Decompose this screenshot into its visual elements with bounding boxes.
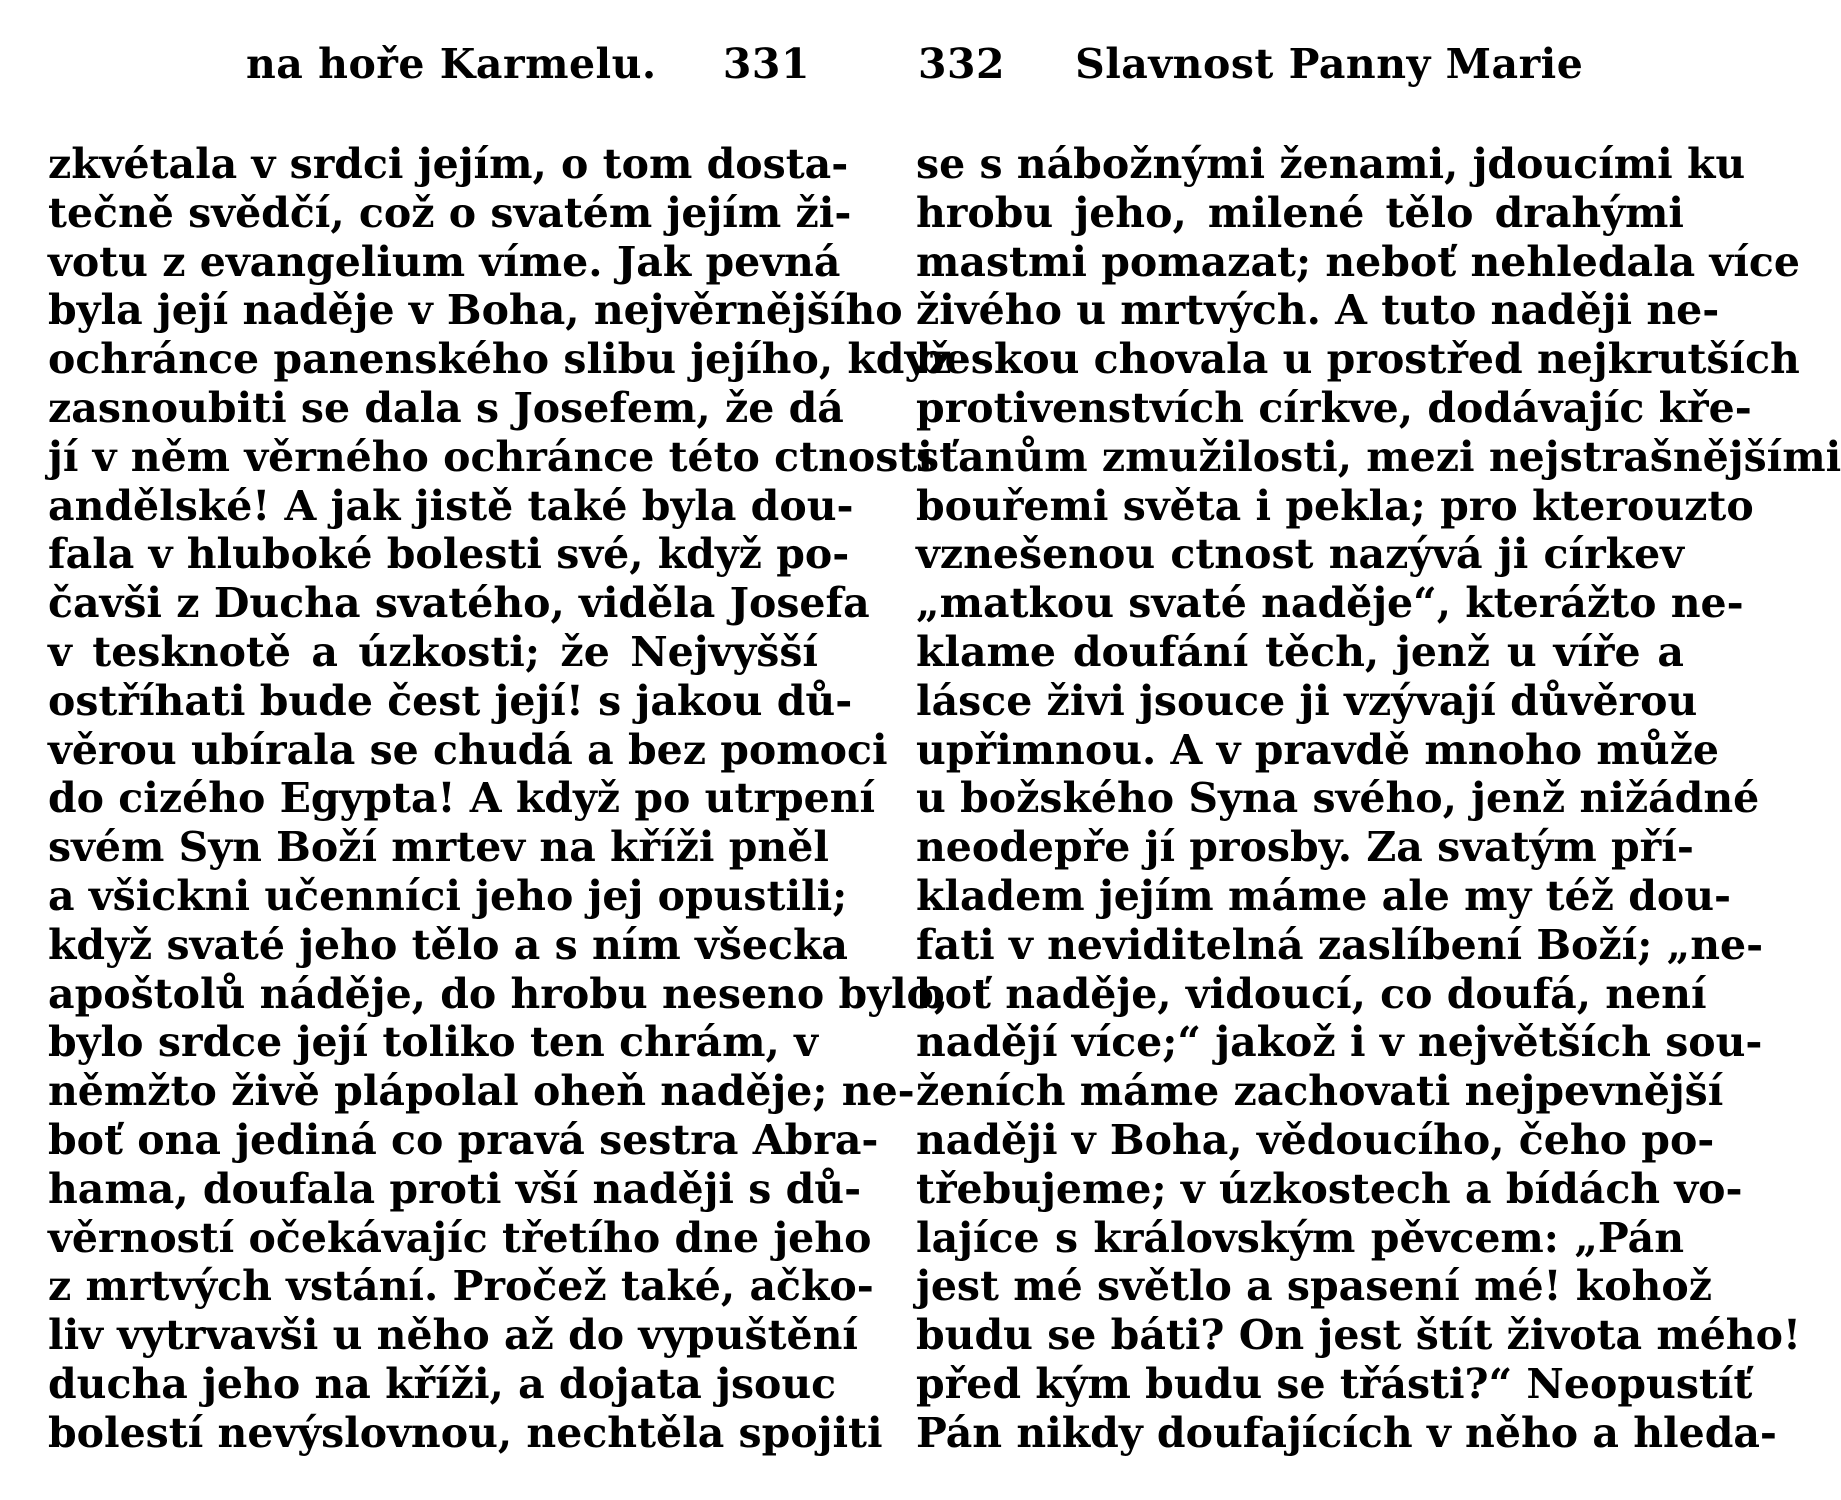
text-line: a všickni učenníci jeho jej opustili; (48, 871, 848, 920)
text-line: živého u mrtvých. A tuto naději ne- (916, 286, 1720, 335)
text-line: sťanům zmužilosti, mezi nejstrašnějšími (916, 432, 1841, 481)
text-line: „matkou svaté naděje“, kterážto ne- (916, 579, 1744, 628)
left-running-head-title: na hoře Karmelu. (246, 40, 657, 88)
left-running-head (48, 40, 818, 100)
text-line: bolestí nevýslovnou, nechtěla spojiti (48, 1408, 883, 1457)
text-line: jí v něm věrného ochránce této ctnosti (48, 432, 933, 481)
text-line: ostříhati bude čest její! s jakou dů- (48, 676, 853, 725)
text-line: boť ona jediná co pravá sestra Abra- (48, 1115, 879, 1164)
text-line: před kým budu se třásti?“ Neopustíť (916, 1359, 1753, 1408)
text-line: bylo srdce její toliko ten chrám, v (48, 1018, 818, 1067)
text-line: fati v neviditelná zaslíbení Boží; „ne- (916, 920, 1764, 969)
text-line: ženích máme zachovati nejpevnější (916, 1067, 1724, 1116)
left-page-text (48, 140, 952, 1458)
right-running-head (916, 40, 1684, 100)
text-line: do cizého Egypta! A když po utrpení (48, 774, 876, 823)
text-line: ducha jeho na kříži, a dojata jsouc (48, 1359, 837, 1408)
text-line: lajíce s královským pěvcem: „Pán (916, 1213, 1684, 1262)
text-line: v tesknotě a úzkosti; že Nejvyšší (48, 627, 818, 676)
text-line: budu se báti? On jest štít života mého! (916, 1311, 1801, 1360)
text-line: čavši z Ducha svatého, viděla Josefa (48, 579, 870, 628)
right-page (916, 40, 1841, 1458)
text-line: u božského Syna svého, jenž nižádné (916, 774, 1760, 823)
right-page-text (916, 140, 1841, 1458)
text-line: nadějí více;“ jakož i v největších sou- (916, 1018, 1763, 1067)
text-line: protivenstvích církve, dodávajíc kře- (916, 383, 1752, 432)
text-line: byla její naděje v Boha, nejvěrnějšího (48, 286, 903, 335)
text-line: zasnoubiti se dala s Josefem, že dá (48, 383, 844, 432)
text-line: němžto živě plápolal oheň naděje; ne- (48, 1067, 915, 1116)
text-line: z mrtvých vstání. Pročež také, ačko- (48, 1262, 874, 1311)
text-line: upřimnou. A v pravdě mnoho může (916, 725, 1719, 774)
left-page-number: 331 (722, 40, 810, 88)
text-line: kladem jejím máme ale my též dou- (916, 871, 1732, 920)
right-page-number: 332 (918, 40, 1006, 88)
text-line: ochránce panenského slibu jejího, když (48, 335, 952, 384)
text-line: hrobu jeho, milené tělo drahými (916, 188, 1684, 237)
text-line: se s nábožnými ženami, jdoucími ku (916, 140, 1746, 188)
text-line: Pán nikdy doufajících v něho a hleda- (916, 1408, 1777, 1457)
text-line: tečně svědčí, což o svatém jejím ži- (48, 188, 852, 237)
text-line: třebujeme; v úzkostech a bídách vo- (916, 1164, 1743, 1213)
text-line: klame doufání těch, jenž u víře a (916, 627, 1684, 676)
text-line: beskou chovala u prostřed nejkrutších (916, 335, 1800, 384)
text-line: boť naděje, vidoucí, co doufá, není (916, 969, 1707, 1018)
text-line: zkvétala v srdci jejím, o tom dosta- (48, 140, 849, 188)
text-line: mastmi pomazat; neboť nehledala více (916, 237, 1800, 286)
text-line: fala v hluboké bolesti své, když po- (48, 530, 850, 579)
text-line: andělské! A jak jistě také byla dou- (48, 481, 854, 530)
text-line: neodepře jí prosby. Za svatým pří- (916, 823, 1694, 872)
text-line: bouřemi světa i pekla; pro kterouzto (916, 481, 1754, 530)
text-line: naději v Boha, vědoucího, čeho po- (916, 1115, 1715, 1164)
text-line: lásce živi jsouce ji vzývají důvěrou (916, 676, 1698, 725)
text-line: věrností očekávajíc třetího dne jeho (48, 1213, 872, 1262)
text-line: svém Syn Boží mrtev na kříži pněl (48, 823, 829, 872)
right-running-head-title: Slavnost Panny Marie (1075, 40, 1584, 88)
text-line: hama, doufala proti vší naději s dů- (48, 1164, 862, 1213)
text-line: jest mé světlo a spasení mé! kohož (916, 1262, 1712, 1311)
text-line: apoštolů náděje, do hrobu neseno bylo, (48, 969, 949, 1018)
left-page (48, 40, 952, 1458)
text-line: věrou ubírala se chudá a bez pomoci (48, 725, 888, 774)
text-line: vznešenou ctnost nazývá ji církev (916, 530, 1684, 579)
text-line: když svaté jeho tělo a s ním všecka (48, 920, 848, 969)
text-line: liv vytrvavši u něho až do vypuštění (48, 1311, 859, 1360)
text-line: votu z evangelium víme. Jak pevná (48, 237, 841, 286)
